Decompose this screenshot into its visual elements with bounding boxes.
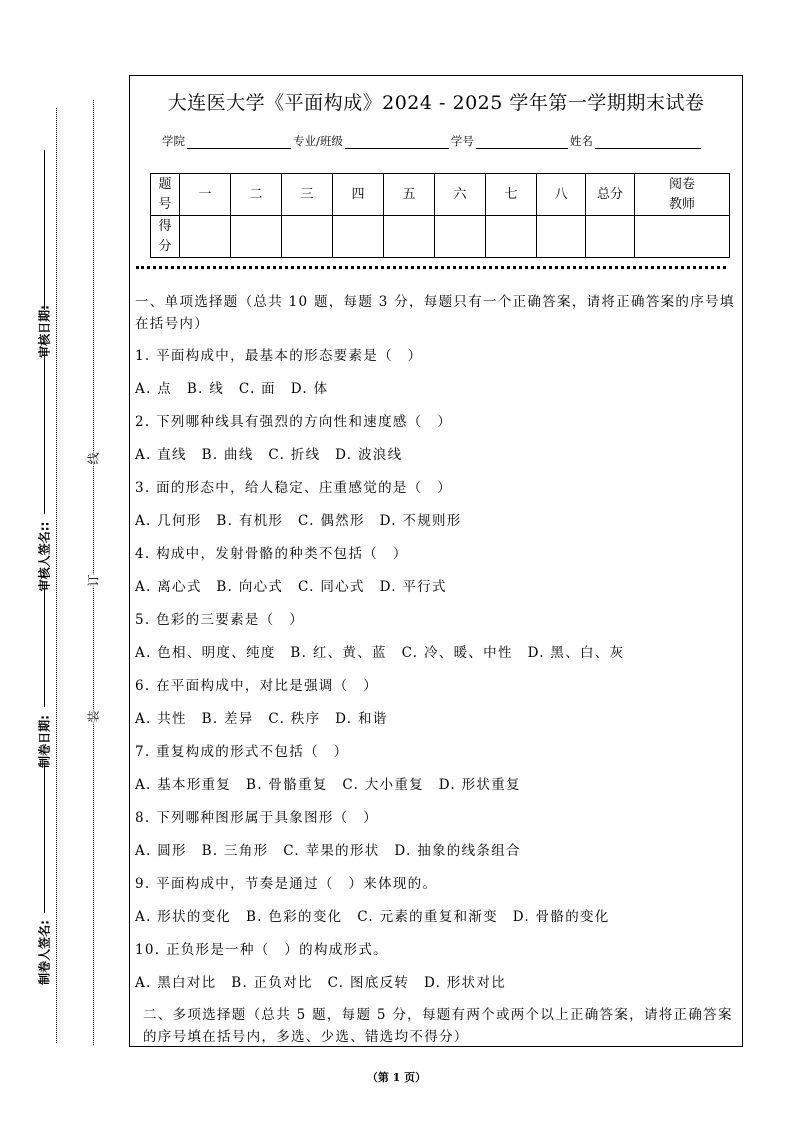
label-maker: 制卷人签名:: [37, 920, 52, 985]
exam-title: 大连医大学《平面构成》2024 - 2025 学年第一学期期末试卷: [167, 92, 705, 114]
field-blank-name[interactable]: [595, 135, 701, 149]
score-header-cell: 八: [537, 174, 586, 216]
label-reviewer: 审核人签名::: [37, 521, 52, 592]
label-make-date: 制卷日期:: [37, 715, 52, 768]
score-cell[interactable]: [333, 216, 384, 258]
question-text: 2. 下列哪种线具有强烈的方向性和速度感（ ）: [135, 414, 453, 430]
answer-options: A. 几何形 B. 有机形 C. 偶然形 D. 不规则形: [135, 513, 462, 529]
exam-content: [135, 291, 741, 1048]
section2-heading: 二、多项选择题（总共 5 题，每题 5 分，每题有两个或两个以上正确答案，请将正确答案的序号填在括号内，多选、少选、错选均不得分）: [143, 1007, 733, 1045]
score-cell[interactable]: [537, 216, 586, 258]
score-cell[interactable]: [282, 216, 333, 258]
score-header-cell: 四: [333, 174, 384, 216]
binding-mark-bind: 装: [86, 710, 101, 723]
score-header-cell: 阅卷教师: [635, 174, 730, 216]
answer-options: A. 色相、明度、纯度 B. 红、黄、蓝 C. 冷、暖、中性 D. 黑、白、灰: [135, 645, 625, 661]
score-cell[interactable]: [231, 216, 282, 258]
score-cell[interactable]: [384, 216, 435, 258]
section1-heading: 一、单项选择题（总共 10 题，每题 3 分，每题只有一个正确答案，请将正确答案的序号填在括号内）: [135, 294, 735, 332]
score-table: [150, 173, 730, 258]
field-blank-student-id[interactable]: [476, 135, 568, 149]
question-text: 9. 平面构成中，节奏是通过（ ）来体现的。: [135, 876, 438, 892]
binding-dotted-line-outer: [56, 108, 57, 1043]
field-blank-major-class[interactable]: [345, 135, 449, 149]
field-label-college: 学院: [162, 134, 185, 148]
score-row-label: 得分: [151, 216, 180, 258]
question-text: 7. 重复构成的形式不包括（ ）: [135, 744, 349, 760]
signature-line-maker: [44, 765, 45, 913]
score-header-cell: 七: [486, 174, 537, 216]
score-header-cell: 一: [180, 174, 231, 216]
question-list: [135, 344, 741, 995]
field-label-major-class: 专业/班级: [293, 134, 343, 148]
exam-paper-frame: [129, 75, 743, 1047]
signature-line-make-date: [44, 585, 45, 707]
answer-options: A. 形状的变化 B. 色彩的变化 C. 元素的重复和渐变 D. 骨骼的变化: [135, 909, 610, 925]
field-label-name: 姓名: [569, 134, 593, 148]
question-text: 6. 在平面构成中，对比是强调（ ）: [135, 678, 379, 694]
answer-options: A. 直线 B. 曲线 C. 折线 D. 波浪线: [135, 447, 403, 463]
answer-options: A. 黑白对比 B. 正负对比 C. 图底反转 D. 形状对比: [135, 975, 506, 991]
answer-options: A. 点 B. 线 C. 面 D. 体: [135, 381, 329, 397]
score-cell[interactable]: [635, 216, 730, 258]
question-text: 3. 面的形态中，给人稳定、庄重感觉的是（ ）: [135, 480, 453, 496]
field-label-student-id: 学号: [450, 134, 474, 148]
answer-options: A. 圆形 B. 三角形 C. 苹果的形状 D. 抽象的线条组合: [135, 843, 521, 859]
score-header-cell: 题号: [151, 174, 180, 216]
binding-dotted-line-inner: [93, 100, 94, 1045]
question-text: 8. 下列哪种图形属于具象图形（ ）: [135, 810, 379, 826]
student-info-row: [162, 133, 701, 149]
label-review-date: 审核日期:: [37, 305, 52, 358]
answer-options: A. 离心式 B. 向心式 C. 同心式 D. 平行式: [135, 579, 447, 595]
binding-mark-staple: 订: [86, 574, 101, 587]
score-header-cell: 六: [435, 174, 486, 216]
page-number: （第 1 页）: [366, 1071, 427, 1084]
score-cell[interactable]: [435, 216, 486, 258]
score-header-cell: 五: [384, 174, 435, 216]
question-text: 5. 色彩的三要素是（ ）: [135, 612, 305, 628]
score-header-cell: 总分: [586, 174, 635, 216]
question-text: 1. 平面构成中，最基本的形态要素是（ ）: [135, 348, 423, 364]
score-table-header-row: [151, 174, 730, 216]
signature-line-review-date: [44, 150, 45, 310]
binding-mark-line: 线: [86, 452, 101, 465]
field-blank-college[interactable]: [187, 135, 291, 149]
score-table-score-row: [151, 216, 730, 258]
separator-dotted-line: [136, 266, 726, 269]
score-cell[interactable]: [486, 216, 537, 258]
score-cell[interactable]: [586, 216, 635, 258]
question-text: 10. 正负形是一种（ ）的构成形式。: [135, 942, 388, 958]
score-cell[interactable]: [180, 216, 231, 258]
question-text: 4. 构成中，发射骨骼的种类不包括（ ）: [135, 546, 408, 562]
answer-options: A. 共性 B. 差异 C. 秩序 D. 和谐: [135, 711, 388, 727]
score-header-cell: 二: [231, 174, 282, 216]
score-header-cell: 三: [282, 174, 333, 216]
signature-line-reviewer: [44, 352, 45, 514]
answer-options: A. 基本形重复 B. 骨骼重复 C. 大小重复 D. 形状重复: [135, 777, 521, 793]
